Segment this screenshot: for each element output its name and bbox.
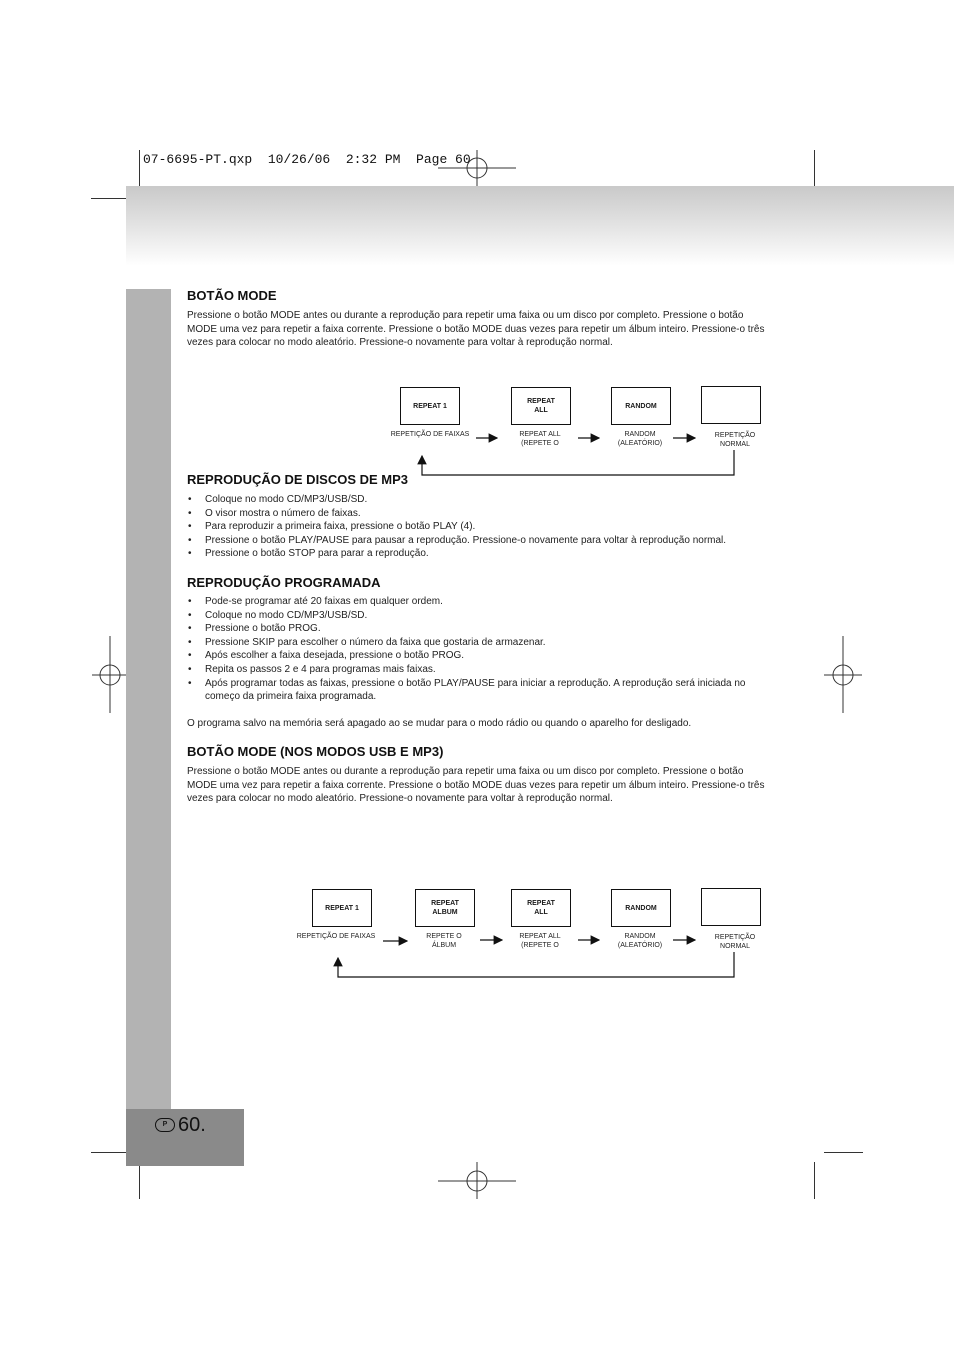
diagram2-caption-repeat1: REPETIÇÃO DE FAIXAS [296,933,376,940]
list-item: • Pode-se programar até 20 faixas em qualquer ordem. [187,595,769,609]
diagram1-caption-normal: REPETIÇÃO NORMAL [714,432,756,448]
list-item: • Pressione o botão STOP para parar a reprodução. [187,547,769,561]
diagram2-box-random: RANDOM [611,889,671,927]
diagram1-box-repeat1: REPEAT 1 [400,387,460,425]
list-item: • Após programar todas as faixas, pressione o botão PLAY/PAUSE para iniciar a reprodução. A reprodução será iniciada no começo da primeira faixa programada. [187,677,769,704]
list-item: • Pressione o botão PROG. [187,622,769,636]
diagram2-caption-normal: REPETIÇÃO NORMAL [714,934,756,950]
diagram2-caption-random: RANDOM (ALEATÓRIO) [617,933,663,949]
section-body-mode: Pressione o botão MODE antes ou durante a reprodução para repetir uma faixa ou um disco por completo. Pressione o botão MODE uma vez para repetir a faixa corrente. Pressione o botão MODE duas vezes para repetir um álbum inteiro. Pressione-o três vezes para colocar no modo aleatório. Pressione-o novamente para voltar à reprodução normal. [187,310,765,349]
section-title-mode-usb: BOTÃO MODE (NOS MODOS USB E MP3) [187,744,444,759]
section-body-mode-usb: Pressione o botão MODE antes ou durante a reprodução para repetir uma faixa ou um disco por completo. Pressione o botão MODE uma vez para repetir a faixa corrente. Pressione o botão MODE duas vezes para repetir um álbum inteiro. Pressione-o três vezes para colocar no modo aleatório. Pressione-o novamente para voltar à reprodução normal. [187,766,765,805]
diagram1-caption-random: RANDOM (ALEATÓRIO) [617,431,663,447]
section-title-prog: REPRODUÇÃO PROGRAMADA [187,575,381,590]
diagram1-box-repeat-all: REPEAT ALL [511,387,571,425]
page-number: 60. [178,1114,206,1136]
diagram1-caption-repeat1: REPETIÇÃO DE FAIXAS [390,431,470,438]
section-title-mp3: REPRODUÇÃO DE DISCOS DE MP3 [187,472,409,487]
diagram2-box-repeat-album: REPEAT ALBUM [415,889,475,927]
print-header: 07-6695-PT.qxp 10/26/06 2:32 PM Page 60 [143,152,471,167]
list-item: • Coloque no modo CD/MP3/USB/SD. [187,493,769,507]
section-title-mode: BOTÃO MODE [187,288,277,303]
list-item: • Coloque no modo CD/MP3/USB/SD. [187,609,769,623]
list-item: • Repita os passos 2 e 4 para programas mais faixas. [187,663,769,677]
diagram1-caption-repeat-all: REPEAT ALL (REPETE O [519,431,561,447]
prog-note: O programa salvo na memória será apagado ao se mudar para o modo rádio ou quando o aparelho for desligado. [187,718,692,729]
list-item: • Pressione SKIP para escolher o número da faixa que gostaria de armazenar. [187,636,769,650]
diagram2-return-arrow [338,952,734,977]
language-badge: P [155,1118,175,1132]
diagram1-box-random: RANDOM [611,387,671,425]
diagram2-box-repeat1: REPEAT 1 [312,889,372,927]
list-item: • O visor mostra o número de faixas. [187,507,769,521]
diagram2-caption-repeat-all: REPEAT ALL (REPETE O [519,933,561,949]
diagram2-caption-repeat-album: REPETE O ÁLBUM [426,933,462,949]
list-item: • Para reproduzir a primeira faixa, pressione o botão PLAY (4). [187,520,769,534]
list-item: • Pressione o botão PLAY/PAUSE para pausar a reprodução. Pressione-o novamente para voltar à reprodução normal. [187,534,769,548]
diagram2-box-repeat-all: REPEAT ALL [511,889,571,927]
list-item: • Após escolher a faixa desejada, pressione o botão PROG. [187,649,769,663]
